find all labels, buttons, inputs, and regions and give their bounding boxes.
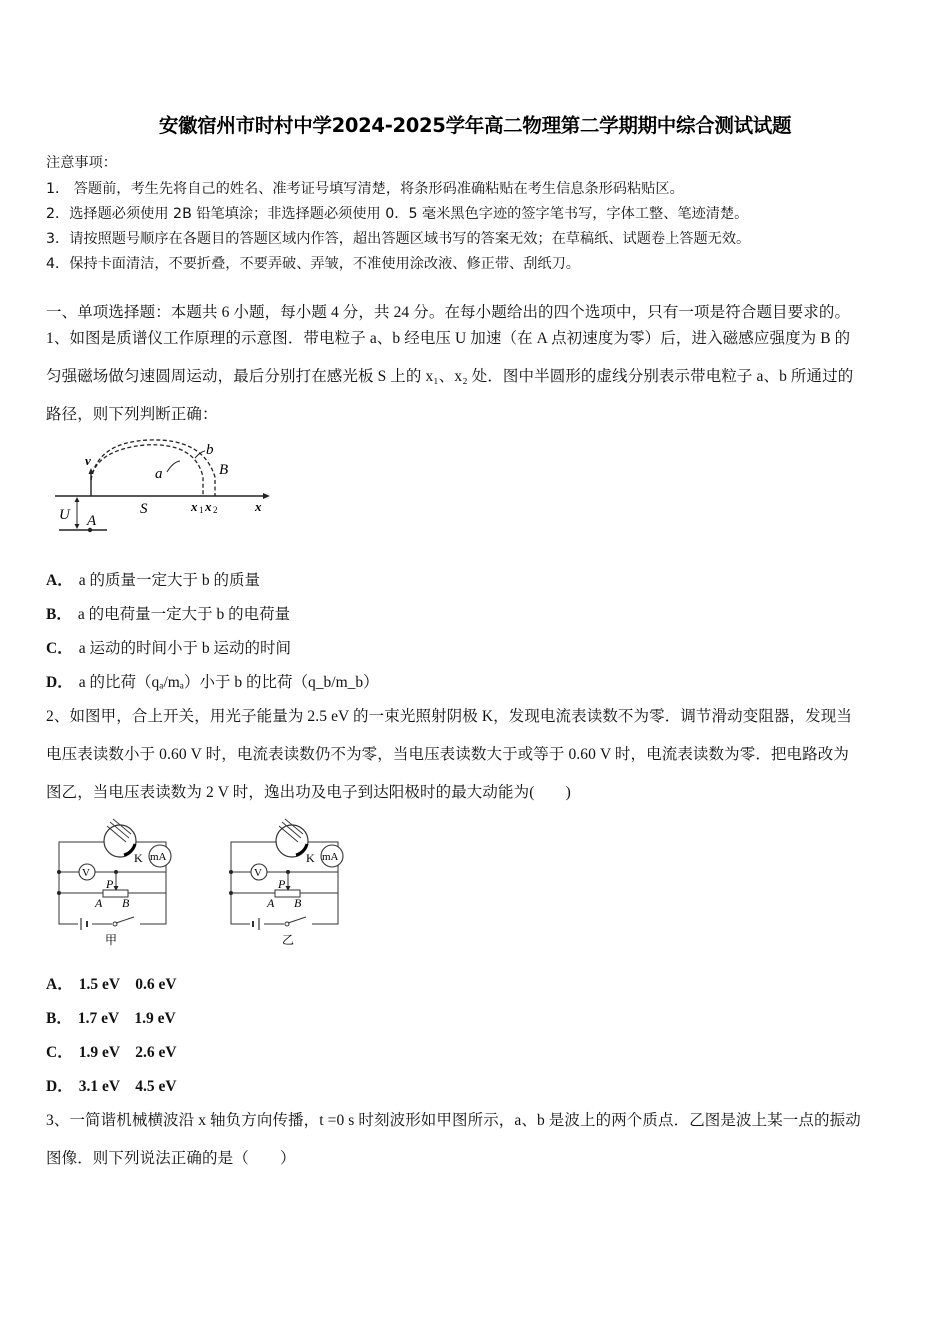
q3-line-2: 图像．则下列说法正确的是（ ）	[46, 1150, 296, 1167]
notice-item-1: 1． 答题前，考生先将自己的姓名、准考证号填写清楚，将条形码准确粘贴在考生信息条形码粘贴区。	[46, 181, 684, 197]
terminal-B-label: B	[294, 896, 302, 910]
page-title: 安徽宿州市时村中学2024-2025学年高二物理第二学期期中综合测试试题	[158, 114, 792, 137]
notice-item-3: 3．请按照题号顺序在各题目的答题区域内作答，超出答题区域书写的答案无效；在草稿纸、试题卷上答题无效。	[46, 231, 751, 247]
voltmeter-label: V	[82, 867, 90, 879]
cathode-label: K	[306, 851, 315, 865]
cathode-label: K	[134, 851, 143, 865]
terminal-B-label: B	[122, 896, 130, 910]
q3-line-1: 3、一简谐机械横波沿 x 轴负方向传播，t =0 s 时刻波形如甲图所示，a、b 是波上的两个质点．乙图是波上某一点的振动	[46, 1112, 861, 1129]
v-label: v	[85, 453, 91, 468]
q2-line-3: 图乙，当电压表读数为 2 V 时，逸出功及电子到达阳极时的最大动能为( )	[46, 784, 571, 801]
ammeter-label: mA	[322, 851, 339, 863]
q1-option-a[interactable]: A． a 的质量一定大于 b 的质量	[46, 572, 260, 589]
slider-P-label: P	[278, 877, 286, 891]
notice-heading: 注意事项：	[46, 155, 117, 171]
voltmeter-label: V	[254, 867, 262, 879]
q2-line-1: 2、如图甲，合上开关，用光子能量为 2.5 eV 的一束光照射阴极 K，发现电流表读数不为零．调节滑动变阻器，发现当	[46, 708, 852, 725]
b-label: b	[206, 442, 214, 458]
terminal-A-label: A	[267, 896, 275, 910]
circuit-figure-jia	[50, 818, 180, 955]
notice-item-4: 4．保持卡面清洁，不要折叠，不要弄破、弄皱，不准使用涂改液、修正带、刮纸刀。	[46, 256, 580, 272]
q1-option-c[interactable]: C． a 运动的时间小于 b 运动的时间	[46, 640, 291, 657]
q1-line-2: 匀强磁场做匀速圆周运动，最后分别打在感光板 S 上的 x₁、x₂ 处．图中半圆形的虚线分别表示带电粒子 a、b 所通过的	[46, 368, 854, 385]
q1-option-d[interactable]: D． a 的比荷（qₐ/mₐ）小于 b 的比荷（q_b/m_b）	[46, 674, 379, 691]
q2-line-2: 电压表读数小于 0.60 V 时，电流表读数仍不为零，当电压表读数大于或等于 0.60 V 时，电流表读数为零．把电路改为	[46, 746, 849, 763]
q1-line-3: 路径，则下列判断正确：	[46, 406, 218, 423]
caption-jia: 甲	[105, 933, 118, 947]
q2-option-c[interactable]: C． 1.9 eV 2.6 eV	[46, 1044, 177, 1061]
B-label: B	[219, 462, 229, 478]
q1-line-1: 1、如图是质谱仪工作原理的示意图．带电粒子 a、b 经电压 U 加速（在 A 点初速度为零）后，进入磁感应强度为 B 的	[46, 330, 851, 347]
mass-spectrometer-figure	[45, 432, 275, 542]
q2-option-b[interactable]: B． 1.7 eV 1.9 eV	[46, 1010, 176, 1027]
ammeter-label: mA	[150, 851, 167, 863]
x2-sub: 2	[213, 505, 218, 515]
x1-sub: 1	[199, 505, 204, 515]
q2-option-a[interactable]: A． 1.5 eV 0.6 eV	[46, 976, 177, 993]
terminal-A-label: A	[95, 896, 103, 910]
notice-item-2: 2．选择题必须使用 2B 铅笔填涂；非选择题必须使用 0．5 毫米黑色字迹的签字笔书写，字体工整、笔迹清楚。	[46, 206, 749, 222]
S-label: S	[140, 501, 148, 517]
q2-option-d[interactable]: D． 3.1 eV 4.5 eV	[46, 1078, 177, 1095]
x2-label: x	[205, 499, 212, 514]
a-label: a	[155, 466, 163, 482]
x-axis-label: x	[255, 499, 262, 514]
x1-label: x	[191, 499, 198, 514]
section-heading: 一、单项选择题：本题共 6 小题，每小题 4 分，共 24 分。在每小题给出的四个选项中，只有一项是符合题目要求的。	[46, 304, 851, 321]
circuit-figure-yi	[222, 818, 352, 955]
caption-yi: 乙	[282, 933, 295, 947]
q1-option-b[interactable]: B． a 的电荷量一定大于 b 的电荷量	[46, 606, 291, 623]
U-label: U	[59, 507, 70, 523]
slider-P-label: P	[106, 877, 114, 891]
A-label: A	[87, 513, 97, 529]
